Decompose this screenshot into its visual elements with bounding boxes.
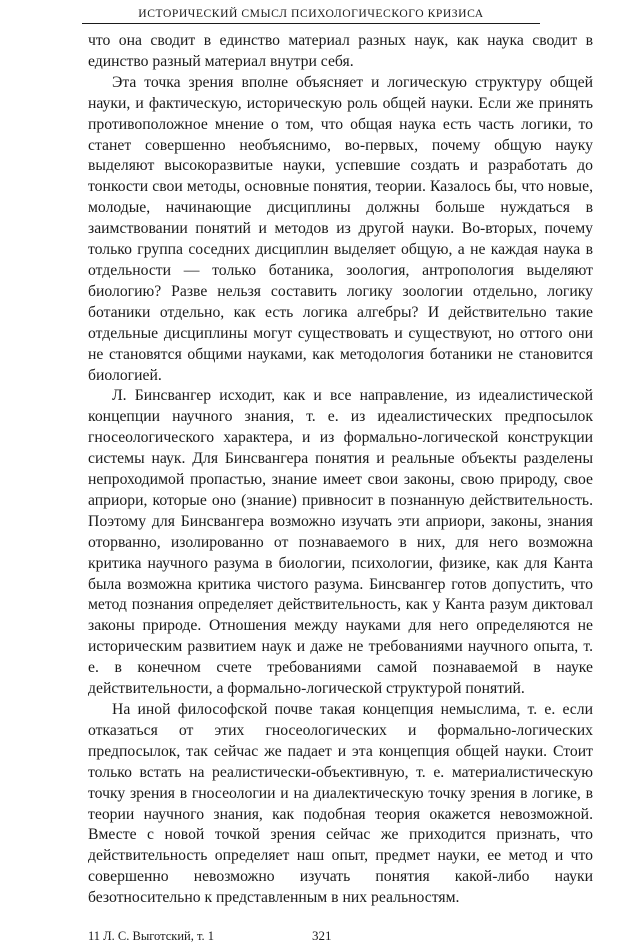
page-number: 321 bbox=[312, 928, 332, 943]
signature-mark: 11 Л. С. Выготский, т. 1 bbox=[88, 929, 215, 943]
body-text bbox=[88, 31, 593, 909]
page-footer bbox=[88, 928, 593, 944]
paragraph: Л. Бинсвангер исходит, как и все направление, из идеалистической концепции научного знания, т. е. из идеалистических предпосылок гносеологического характера, и из формально-логической конструкции системы наук. Для Бинсвангера понятия и реальные объекты разделены непроходимой пропастью, знание имеет свои законы, свою природу, свое априори, которые оно (знание) привносит в познанную действительность. Поэтому для Бинсвангера возможно изучать эти априори, законы, знания оторванно, изолированно от познаваемого в них, для него возможна критика научного разума в биологии, психологии, физике, как для Канта была возможна критика чистого разума. Бинсвангер готов допустить, что метод познания определяет действительность, как у Канта разум диктовал законы природе. Отношения между науками для него определяются не историческим развитием наук и даже не требованиями научного опыта, т. е. в конечном счете требованиями самой познаваемой в науке действительности, а формально-логической структурой понятий. bbox=[88, 387, 593, 698]
paragraph-continuation: что она сводит в единство материал разных наук, как наука сводит в единство разный материал внутри себя. bbox=[88, 32, 593, 70]
paragraph: На иной философской почве такая концепция немыслима, т. е. если отказаться от этих гносеологических и формально-логических предпосылок, так сейчас же падает и эта концепция общей науки. Стоит только встать на реалистически-объективную, т. е. материалистическую точку зрения в гносеологии и на диалектическую точку зрения в логике, в теории научного знания, как подобная теория окажется невозможной. Вместе с новой точкой зрения сейчас же приходится признать, что действительность определяет наш опыт, предмет науки, ее метод и что совершенно невозможно изучать понятия какой-либо науки безотносительно к представленным в них реальностям. bbox=[88, 701, 593, 907]
paragraph: Эта точка зрения вполне объясняет и логическую структуру общей науки, и фактическую, историческую роль общей науки. Если же принять противоположное мнение о том, что общая наука есть часть логики, то станет совершенно необъяснимо, во-первых, почему общую науку выделяют высокоразвитые науки, успевшие создать и разработать до тонкости свои методы, основные понятия, теории. Казалось бы, что новые, молодые, начинающие дисциплины должны больше нуждаться в заимствовании понятий и методов из другой науки. Во-вторых, почему только группа соседних дисциплин выделяет общую, а не каждая наука в отдельности — только ботаника, зоология, антропология выделяют биологию? Разве нельзя составить логику зоологии отдельно, логику ботаники отдельно, как есть логика алгебры? И действительно такие отдельные дисциплины могут существовать и существуют, но оттого они не становятся общими науками, как методология ботаники не становится биологией. bbox=[88, 73, 593, 384]
running-head: ИСТОРИЧЕСКИЙ СМЫСЛ ПСИХОЛОГИЧЕСКОГО КРИЗИСА bbox=[82, 7, 540, 24]
